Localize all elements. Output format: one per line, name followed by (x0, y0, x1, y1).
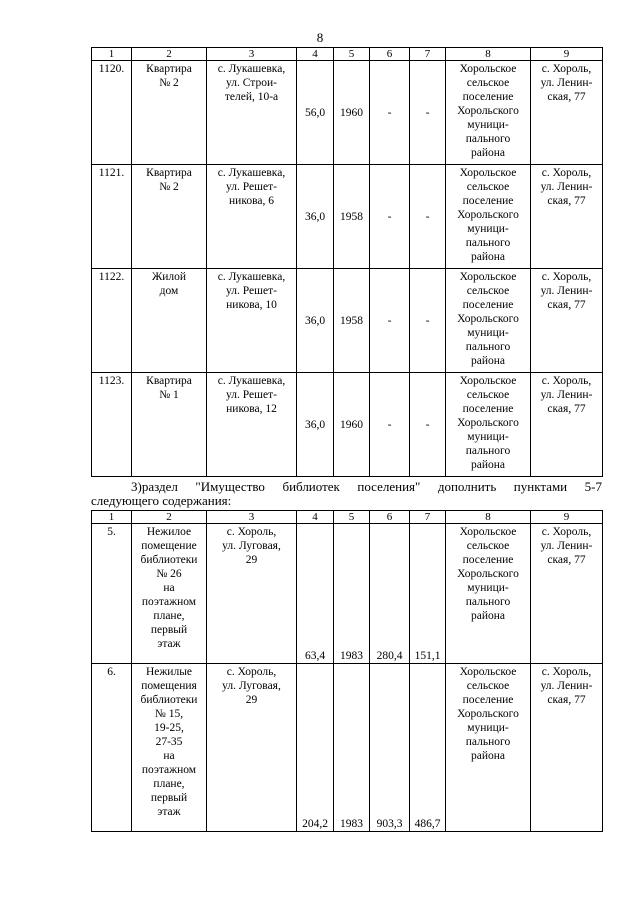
column-6-cell: - (370, 373, 410, 477)
object-name-cell: Квартира № 2 (132, 165, 207, 269)
column-number-header: 7 (410, 48, 446, 61)
column-number-header: 3 (207, 511, 297, 524)
table-row (92, 165, 603, 269)
owner-address-cell: с. Хороль, ул. Ленин- ская, 77 (531, 165, 603, 269)
column-6-cell: 903,3 (370, 664, 410, 832)
year-cell: 1958 (334, 269, 370, 373)
object-name-cell: Квартира № 2 (132, 61, 207, 165)
column-number-header: 7 (410, 511, 446, 524)
row-number-cell: 1121. (92, 165, 132, 269)
column-numbers-row (92, 48, 603, 61)
owner-cell: Хорольское сельское поселение Хорольского муници- пального района (446, 61, 531, 165)
amendment-paragraph-line-1: 3)раздел "Имущество библиотек поселения" дополнить пунктами 5-7 (131, 479, 602, 494)
owner-address-cell: с. Хороль, ул. Ленин- ская, 77 (531, 524, 603, 664)
owner-cell: Хорольское сельское поселение Хорольского муници- пального района (446, 373, 531, 477)
owner-cell: Хорольское сельское поселение Хорольского муници- пального района (446, 165, 531, 269)
table-row (92, 61, 603, 165)
area-cell: 36,0 (297, 165, 334, 269)
column-number-header: 3 (207, 48, 297, 61)
address-cell: с. Хороль, ул. Луговая, 29 (207, 664, 297, 832)
column-number-header: 6 (370, 48, 410, 61)
object-name-cell: Жилой дом (132, 269, 207, 373)
table-row (92, 664, 603, 832)
column-7-cell: 486,7 (410, 664, 446, 832)
column-number-header: 2 (132, 511, 207, 524)
year-cell: 1960 (334, 61, 370, 165)
year-cell: 1983 (334, 664, 370, 832)
owner-address-cell: с. Хороль, ул. Ленин- ская, 77 (531, 664, 603, 832)
column-number-header: 4 (297, 48, 334, 61)
column-7-cell: 151,1 (410, 524, 446, 664)
owner-cell: Хорольское сельское поселение Хорольского муници- пального района (446, 664, 531, 832)
page-number: 8 (316, 30, 324, 45)
column-6-cell: - (370, 269, 410, 373)
address-cell: с. Лукашевка, ул. Строи- телей, 10-а (207, 61, 297, 165)
column-number-header: 8 (446, 48, 531, 61)
object-name-cell: Нежилое помещение библиотеки № 26 на поэтажном плане, первый этаж (132, 524, 207, 664)
table-row (92, 269, 603, 373)
column-number-header: 4 (297, 511, 334, 524)
column-number-header: 9 (531, 48, 603, 61)
owner-address-cell: с. Хороль, ул. Ленин- ская, 77 (531, 373, 603, 477)
property-table-residential (91, 47, 603, 477)
row-number-cell: 1120. (92, 61, 132, 165)
column-7-cell: - (410, 269, 446, 373)
column-numbers-row (92, 511, 603, 524)
column-number-header: 1 (92, 511, 132, 524)
row-number-cell: 1123. (92, 373, 132, 477)
column-6-cell: - (370, 61, 410, 165)
area-cell: 56,0 (297, 61, 334, 165)
area-cell: 36,0 (297, 269, 334, 373)
column-7-cell: - (410, 165, 446, 269)
address-cell: с. Лукашевка, ул. Решет- никова, 10 (207, 269, 297, 373)
year-cell: 1958 (334, 165, 370, 269)
column-number-header: 6 (370, 511, 410, 524)
owner-address-cell: с. Хороль, ул. Ленин- ская, 77 (531, 269, 603, 373)
year-cell: 1960 (334, 373, 370, 477)
address-cell: с. Хороль, ул. Луговая, 29 (207, 524, 297, 664)
object-name-cell: Нежилые помещения библиотеки № 15, 19-25, 27-35 на поэтажном плане, первый этаж (132, 664, 207, 832)
column-number-header: 9 (531, 511, 603, 524)
object-name-cell: Квартира № 1 (132, 373, 207, 477)
column-number-header: 5 (334, 48, 370, 61)
address-cell: с. Лукашевка, ул. Решет- никова, 12 (207, 373, 297, 477)
table-row (92, 373, 603, 477)
amendment-paragraph-line-2: следующего содержания: (91, 493, 232, 508)
area-cell: 36,0 (297, 373, 334, 477)
table-row (92, 524, 603, 664)
amendment-paragraph (91, 480, 602, 508)
owner-address-cell: с. Хороль, ул. Ленин- ская, 77 (531, 61, 603, 165)
year-cell: 1983 (334, 524, 370, 664)
row-number-cell: 6. (92, 664, 132, 832)
area-cell: 63,4 (297, 524, 334, 664)
row-number-cell: 1122. (92, 269, 132, 373)
row-number-cell: 5. (92, 524, 132, 664)
area-cell: 204,2 (297, 664, 334, 832)
owner-cell: Хорольское сельское поселение Хорольского муници- пального района (446, 524, 531, 664)
column-number-header: 5 (334, 511, 370, 524)
owner-cell: Хорольское сельское поселение Хорольского муници- пального района (446, 269, 531, 373)
property-table-library (91, 510, 603, 832)
column-6-cell: - (370, 165, 410, 269)
address-cell: с. Лукашевка, ул. Решет- никова, 6 (207, 165, 297, 269)
column-number-header: 2 (132, 48, 207, 61)
column-7-cell: - (410, 61, 446, 165)
column-6-cell: 280,4 (370, 524, 410, 664)
column-7-cell: - (410, 373, 446, 477)
column-number-header: 8 (446, 511, 531, 524)
column-number-header: 1 (92, 48, 132, 61)
